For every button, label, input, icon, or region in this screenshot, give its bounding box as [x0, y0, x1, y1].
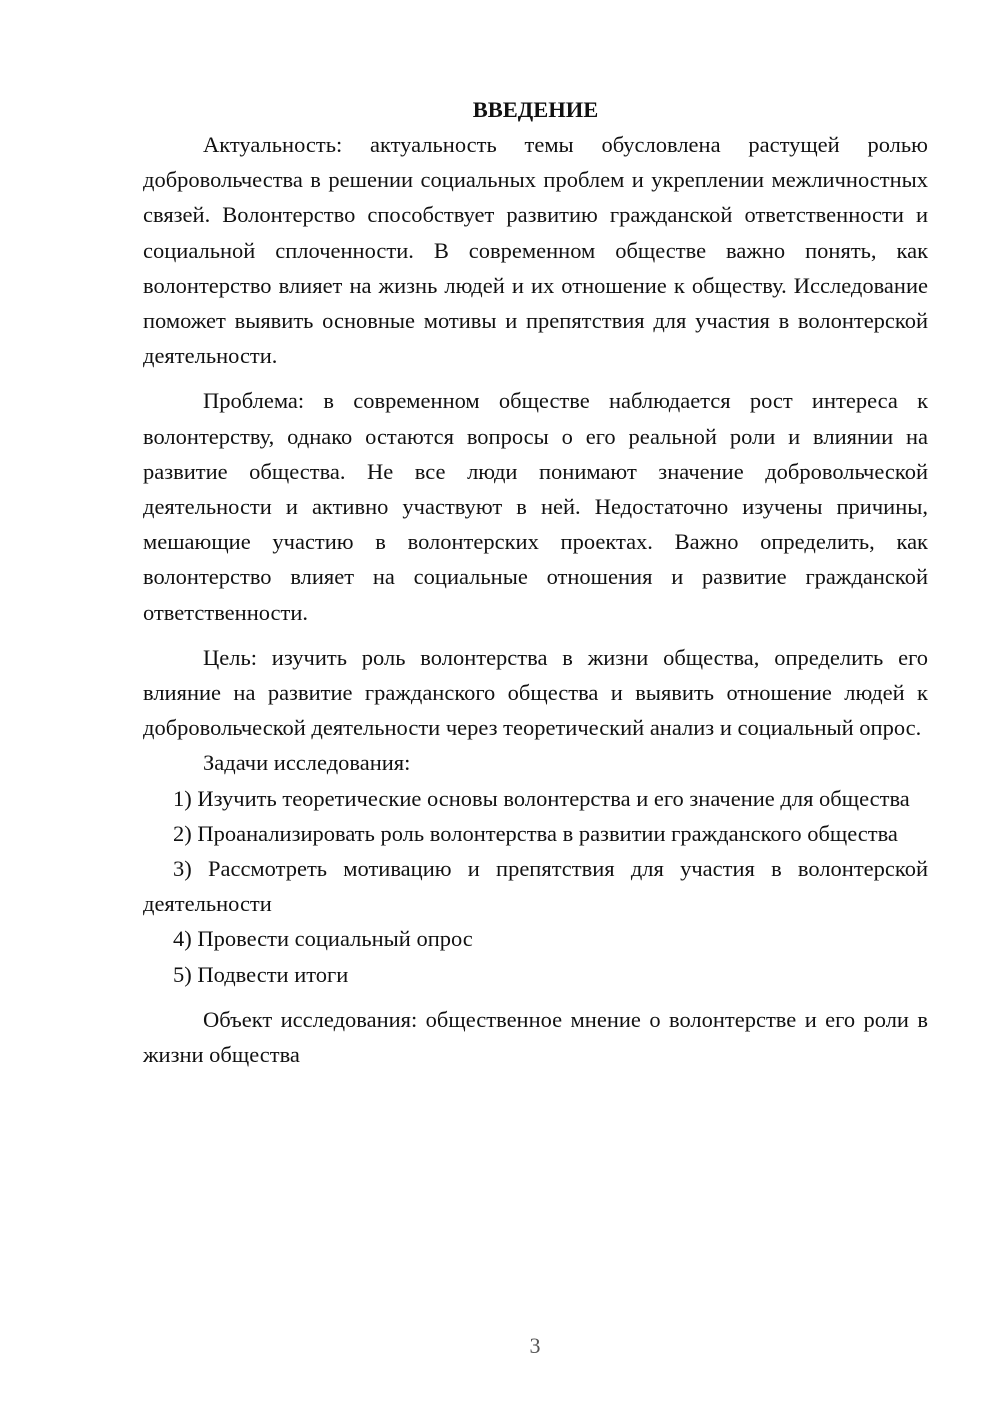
problem-paragraph: Проблема: в современном обществе наблюдается рост интереса к волонтерству, однако остаются вопросы о его реальной роли и влиянии на развитие общества. Не все люди понимают значение добровольческой деятельности и активно участвуют в ней. Недостаточно изучены причины, мешающие участию в волонтерских проектах. Важно определить, как волонтерство влияет на социальные отношения и развитие гражданской ответственности.: [143, 388, 928, 625]
task-item: 1) Изучить теоретические основы волонтерства и его значение для общества: [173, 785, 910, 811]
relevance-paragraph: Актуальность: актуальность темы обусловлена растущей ролью добровольчества в решении социальных проблем и укреплении межличностных связей. Волонтерство способствует развитию гражданской ответственности и социальной сплоченности. В современном обществе важно понять, как волонтерство влияет на жизнь людей и их отношение к обществу. Исследование поможет выявить основные мотивы и препятствия для участия в волонтерской деятельности.: [143, 132, 928, 369]
tasks-heading: Задачи исследования:: [203, 750, 411, 776]
section-title: ВВЕДЕНИЕ: [472, 97, 599, 122]
task-item: 4) Провести социальный опрос: [173, 926, 473, 952]
task-item: 2) Проанализировать роль волонтерства в развитии гражданского общества: [173, 820, 898, 846]
task-item: 5) Подвести итоги: [173, 961, 349, 987]
page-number: 3: [529, 1333, 541, 1358]
page-content: [143, 92, 928, 1072]
task-item: 3) Рассмотреть мотивацию и препятствия для участия в волонтерской деятельности: [143, 856, 928, 917]
object-paragraph: Объект исследования: общественное мнение о волонтерстве и его роли в жизни общества: [143, 1006, 928, 1068]
goal-paragraph: Цель: изучить роль волонтерства в жизни общества, определить его влияние на развитие гражданского общества и выявить отношение людей к добровольческой деятельности через теоретический анализ и социальный опрос.: [143, 644, 928, 741]
